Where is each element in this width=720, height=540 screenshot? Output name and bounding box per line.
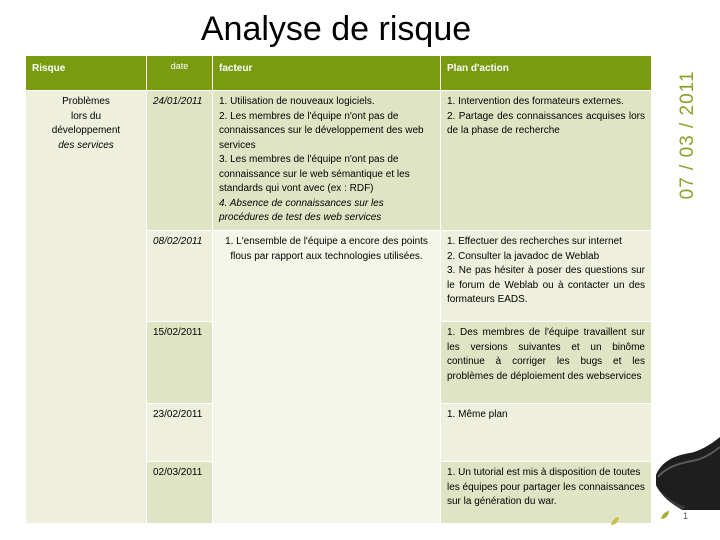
plan-cell (441, 404, 652, 462)
header-facteur: facteur (213, 56, 441, 91)
header-date: date (147, 56, 213, 91)
date-cell: 23/02/2011 (147, 404, 213, 462)
date-cell: 24/01/2011 (147, 91, 213, 231)
facteur-line: 2. Les membres de l'équipe n'ont pas de connaissances sur le développement des web services (219, 110, 424, 151)
risque-line: développement (51, 125, 121, 136)
facteur-line: 1. Utilisation de nouveaux logiciels. (219, 96, 375, 107)
slide-title: Analyse de risque (200, 10, 472, 48)
facteur-line: 3. Les membres de l'équipe n'ont pas de connaissance sur le web sémantique et les standards qui vont avec (ex : RDF) (219, 154, 410, 194)
risque-line: Problèmes (62, 96, 110, 107)
facteur-shared-cell: 1. L'ensemble de l'équipe a encore des points flous par rapport aux technologies utilisées. (213, 231, 441, 524)
risque-cell (26, 91, 147, 524)
risque-line: lors du (70, 110, 101, 122)
facteur-cell (213, 91, 441, 231)
plan-line: 1. Un tutorial est mis à disposition de toutes les équipes pour partager les connaissances sur la génération du war. (447, 467, 645, 507)
plan-line: 1. Même plan (447, 409, 508, 420)
shoe-decoration-icon (652, 415, 720, 510)
facteur-line: 4. Absence de connaissances sur les procédures de test des web services (219, 197, 384, 223)
leaf-icon (610, 516, 620, 526)
page-number: 1 (683, 511, 689, 521)
date-cell: 15/02/2011 (147, 322, 213, 404)
leaf-icon (660, 510, 670, 520)
plan-line: 1. Intervention des formateurs externes. (447, 96, 624, 107)
table-header-row (26, 56, 652, 91)
side-date (672, 60, 704, 210)
risque-line: des services (58, 139, 114, 151)
plan-cell (441, 322, 652, 404)
plan-line: 1. Des membres de l'équipe travaillent sur les versions suivantes et un binôme continue à corriger les bugs et les problèmes de déploiement des webservices (447, 327, 645, 382)
date-cell: 08/02/2011 (147, 231, 213, 322)
header-plan: Plan d'action (441, 56, 652, 91)
plan-cell (441, 91, 652, 231)
header-risque: Risque (26, 56, 147, 91)
side-date-text: 07 / 03 / 2011 (677, 70, 698, 200)
plan-line: 1. Effectuer des recherches sur internet (447, 236, 622, 247)
date-cell: 02/03/2011 (147, 462, 213, 524)
plan-cell (441, 462, 652, 524)
plan-line: 3. Ne pas hésiter à poser des questions sur le forum de Weblab ou à contacter un des formateurs EADS. (447, 265, 645, 305)
risk-table (25, 55, 652, 524)
plan-line: 2. Partage des connaissances acquises lors de la phase de recherche (447, 110, 645, 136)
plan-cell (441, 231, 652, 322)
plan-line: 2. Consulter la javadoc de Weblab (447, 250, 600, 262)
table-row (26, 91, 652, 231)
